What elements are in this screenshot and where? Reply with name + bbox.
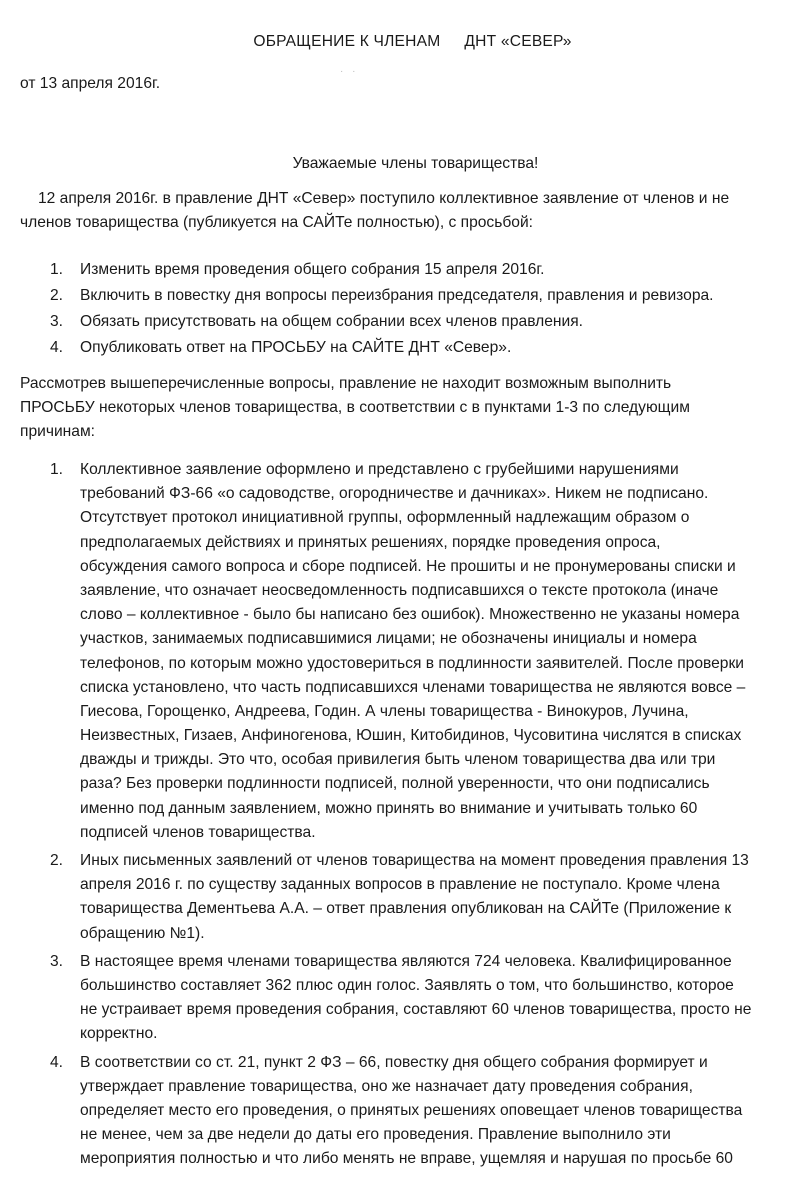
reason-text [80, 950, 790, 1047]
list-number: 4. [50, 1053, 64, 1071]
list-number: 3. [50, 952, 64, 970]
text-line: дважды и трижды. Это что, особая привилегия быть членом товарищества два или три [80, 751, 716, 769]
text-line: требований ФЗ-66 «о садоводстве, огородничестве и дачниках». Никем не подписано. [80, 485, 709, 503]
list-text: Обязать присутствовать на общем собрании всех членов правления. [80, 313, 584, 330]
text-line: Иных письменных заявлений от членов товарищества на момент проведения правления 13 [80, 852, 749, 869]
text-line: списка установлено, что часть подписавшихся членами товарищества не являются вовсе – [80, 678, 746, 696]
reason-text [80, 1051, 790, 1172]
text-line: определяет место его проведения, о принятых решениях оповещает членов товарищества [80, 1101, 743, 1119]
list-number: 4. [50, 339, 64, 356]
reasons-list [0, 458, 790, 1175]
text-line: телефонов, по которым можно удостовериться в подлинности заявителей. После проверки [80, 654, 744, 672]
title-left: ОБРАЩЕНИЕ К ЧЛЕНАМ [253, 33, 441, 50]
text-line: не устраивает время проведения собрания, составляют 60 членов товарищества, просто не [80, 1001, 752, 1019]
text-line: обсуждения самого вопроса и сборе подписей. Не прошиты и не пронумерованы списки и [80, 557, 736, 575]
text-line: утверждает правление товарищества, оно же назначает дату проведения собрания, [80, 1077, 693, 1095]
title-right: ДНТ «СЕВЕР» [464, 33, 572, 50]
text-line: В настоящее время членами товарищества являются 724 человека. Квалифицированное [80, 952, 732, 970]
reason-text [80, 458, 790, 845]
list-number: 1. [50, 261, 64, 278]
list-item [0, 284, 780, 308]
list-item [0, 310, 780, 334]
text-line: именно под данным заявлением, можно принять во внимание и учитывать только 60 [80, 799, 698, 817]
text-line: раза? Без проверки подлинности подписей, полной уверенности, что они подписались [80, 775, 710, 793]
reason-text [80, 849, 790, 946]
list-number: 1. [50, 461, 64, 478]
salutation: Уважаемые члены товарищества! [292, 155, 539, 172]
text-line: Гиесова, Горощенко, Андреева, Годин. А члены товарищества - Винокуров, Лучина, [80, 702, 689, 720]
text-line: Отсутствует протокол инициативной группы, оформленный надлежащим образом о [80, 509, 690, 527]
text-line: мероприятия полностью и что либо менять не вправе, ущемляя и нарушая по просьбе 60 [80, 1150, 733, 1168]
text-line: предполагаемых действиях и принятых решениях, порядке проведения опроса, [80, 533, 661, 551]
list-text: Изменить время проведения общего собрания 15 апреля 2016г. [80, 261, 545, 278]
text-line: товарищества Дементьева А.А. – ответ правления опубликован на САЙТе (Приложение к [80, 900, 732, 918]
scan-artifact: · · [340, 66, 359, 77]
intro-paragraph: 12 апреля 2016г. в правление ДНТ «Север» поступило коллективное заявление от членов и не членов товарищества (публикуется на САЙТе полностью), с просьбой: [20, 190, 730, 231]
list-text: Включить в повестку дня вопросы переизбрания председателя, правления и ревизора. [80, 287, 714, 304]
document-date: от 13 апреля 2016г. [20, 75, 161, 92]
text-line: корректно. [80, 1025, 158, 1043]
text-line: слово – коллективное - было бы написано без ошибок). Множественно не указаны номера [80, 606, 740, 624]
text-line: заявление, что означает неосведомленность подписавшихся о тексте протокола (иначе [80, 581, 719, 599]
reason-item [0, 849, 790, 946]
list-number: 2. [50, 852, 64, 869]
text-line: Коллективное заявление оформлено и представлено с грубейшими нарушениями [80, 461, 679, 478]
document-title [0, 30, 801, 54]
list-item [0, 258, 780, 282]
reason-item [0, 458, 790, 845]
list-text: Опубликовать ответ на ПРОСЬБУ на САЙТЕ ДНТ «Север». [80, 339, 512, 356]
text-line: участков, занимаемых подписавшимися лицами; не обозначены инициалы и номера [80, 630, 697, 648]
reason-item [0, 950, 790, 1047]
text-line: обращению №1). [80, 924, 205, 942]
list-number: 2. [50, 287, 64, 304]
list-item [0, 336, 780, 360]
text-line: не менее, чем за две недели до даты его проведения. Правление выполнило эти [80, 1126, 671, 1144]
reason-item [0, 1051, 790, 1172]
text-line: подписей членов товарищества. [80, 823, 316, 841]
text-line: В соответствии со ст. 21, пункт 2 ФЗ – 66, повестку дня общего собрания формирует и [80, 1053, 708, 1071]
consideration-paragraph: Рассмотрев вышеперечисленные вопросы, правление не находит возможным выполнить ПРОСЬБУ некоторых членов товарищества, в соответствии с в пунктами 1-3 по следующим причинам: [20, 375, 690, 440]
list-number: 3. [50, 313, 64, 330]
text-line: большинство составляет 362 плюс один голос. Заявлять о том, что большинство, которое [80, 976, 734, 994]
text-line: Неизвестных, Гизаев, Анфиногенова, Юшин, Китобидинов, Чусовитина числятся в списках [80, 727, 742, 745]
text-line: апреля 2016 г. по существу заданных вопросов в правление не поступало. Кроме члена [80, 876, 720, 894]
requests-list [0, 258, 780, 362]
